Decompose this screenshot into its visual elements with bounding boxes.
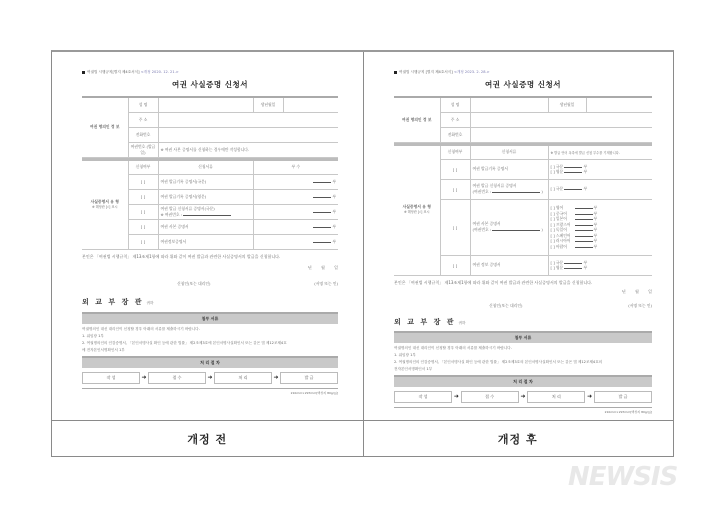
option-german[interactable]: [ ] 독일어 — [550, 227, 567, 232]
option-korean[interactable]: [ ] 국문 — [550, 163, 564, 169]
arrow-right-icon: ➜ — [207, 374, 213, 382]
passport-no-note: ※ 여권 사본 증명서를 신청하는 경우에만 작성합니다. — [158, 142, 338, 157]
comparison-table — [51, 50, 674, 457]
step-write: 작 성 — [394, 391, 452, 403]
table-row: [ ] 여권정보증명서 부 — [82, 234, 338, 249]
address-field[interactable] — [470, 112, 652, 127]
date-line: 년 월 일 — [307, 264, 338, 270]
copies-input[interactable] — [313, 242, 331, 243]
checkbox[interactable]: [ ] — [440, 199, 470, 255]
step-write: 작 성 — [82, 372, 140, 384]
attachments-list: 여권명의인 대신 대리인이 신청할 경우 아래의 서류를 제출하시기 바랍니다. 1. 위임장 1부 2. 여권명의인의 인감증명서, 「본인서명사실 확인 등에 관한 법률」 제2조제3호에 본인서명사실확인서 또는 같은 법 제12조제4호 에 전자본인서명확인서 1부 — [82, 326, 287, 352]
declaration: 본인은 「여권법 시행규칙」 제13조제1항에 따라 위와 같이 여권 발급과 관련한 사실증명서의 발급을 신청합니다. — [82, 253, 281, 259]
arrow-right-icon: ➜ — [587, 393, 593, 401]
checkbox[interactable]: [ ] — [128, 174, 158, 189]
process-header: 처 리 절 차 — [394, 375, 652, 387]
option-english[interactable]: [ ] 영문 — [550, 169, 564, 174]
addressee: 외 교 부 장 관 귀하 — [82, 297, 154, 306]
holder-info-table — [82, 96, 338, 158]
step-receive: 접 수 — [461, 391, 519, 403]
step-issue: 발 급 — [280, 372, 338, 384]
copies-input[interactable] — [313, 197, 331, 198]
passport-no-label: 여권번호 (발급일) — [128, 142, 158, 157]
address-field[interactable] — [158, 112, 338, 127]
table-row: [ ] 여권 사본 증명서 (여권번호 : ) [ ] 영어 부 [ ] 중국어 부 [ ] 일본어 부 [ ] 프랑스어 부 [ ] 독일어 부 [ ] 스페인어 부 [ ] 러시아어 부 [ ] 아랍어 부 — [394, 199, 652, 255]
date-line: 년 월 일 — [621, 288, 652, 294]
name-field[interactable] — [470, 97, 548, 112]
birth-field[interactable] — [586, 97, 652, 112]
checkbox[interactable]: [ ] — [128, 234, 158, 249]
paper-spec: 210mm×297mm[백상지 80g/㎡] — [290, 390, 338, 395]
copies-input[interactable] — [313, 182, 331, 183]
newsis-watermark: NEWSIS — [568, 462, 678, 492]
arrow-right-icon: ➜ — [273, 374, 279, 382]
table-row: [ ] 여권 정보 증명서 [ ] 국문 부 [ ] 영문 부 — [394, 255, 652, 275]
table-row: [ ] 여권 발급기록 증명서 [ ] 국문 부 [ ] 영문 부 — [394, 159, 652, 179]
name-label: 성 명 — [440, 97, 470, 112]
square-bullet-icon — [394, 71, 397, 74]
column-divider — [363, 52, 364, 456]
arrow-right-icon: ➜ — [520, 393, 526, 401]
step-receive: 접 수 — [148, 372, 206, 384]
name-field[interactable] — [158, 97, 253, 112]
option-chinese[interactable]: [ ] 중국어 — [550, 210, 567, 216]
step-process: 처 리 — [214, 372, 272, 384]
signature-line: 신청인(또는 대리인) (서명 또는 인) — [489, 302, 652, 308]
holder-section-label: 여권 명의인 정 보 — [82, 97, 128, 157]
caption-after: 개정 후 — [497, 433, 538, 446]
process-flow — [394, 387, 652, 408]
revision-date: <개정 2020. 12. 21.> — [140, 70, 179, 74]
signature-line: 신청인(또는 대리인) (서명 또는 인) — [177, 280, 338, 286]
checkbox[interactable]: [ ] — [440, 255, 470, 275]
form-title: 여권 사실증명 신청서 — [485, 80, 561, 89]
process-header: 처 리 절 차 — [82, 356, 338, 368]
passport-no-input[interactable] — [492, 192, 540, 193]
option-korean[interactable]: [ ] 국문 — [550, 186, 564, 192]
caption-row — [52, 421, 673, 457]
type-section-label: 사실증명서 유 형 ※ 해당란 [√] 표시 — [82, 159, 128, 249]
option-french[interactable]: [ ] 프랑스어 — [550, 221, 571, 227]
header-document: 신청서류 — [470, 144, 548, 159]
option-arabic[interactable]: [ ] 아랍어 — [550, 243, 567, 249]
addressee: 외 교 부 장 관 귀하 — [394, 317, 466, 326]
phone-field[interactable] — [158, 127, 338, 142]
birth-field[interactable] — [283, 97, 338, 112]
option-english[interactable]: [ ] 영어 — [550, 205, 564, 210]
address-label: 주 소 — [128, 112, 158, 127]
arrow-right-icon: ➜ — [141, 374, 147, 382]
option-japanese[interactable]: [ ] 일본어 — [550, 216, 567, 221]
caption-before: 개정 전 — [187, 433, 228, 446]
checkbox[interactable]: [ ] — [440, 179, 470, 199]
form-before — [82, 70, 338, 395]
attachments-header: 첨부 서류 — [394, 331, 652, 343]
attachments-header: 첨부 서류 — [82, 312, 338, 324]
arrow-right-icon: ➜ — [453, 393, 459, 401]
table-row: [ ] 여권 발급 신청서류 증명서 (여권번호 : ) [ ] 국문 부 — [394, 179, 652, 199]
paper-spec: 210mm×297mm[백상지 80g/㎡] — [604, 409, 652, 414]
attachments-list: 여권명의인 대신 대리인이 신청할 경우 아래의 서류를 제출하시기 바랍니다. 1. 위임장 1부 2. 여권명의인의 인감증명서, 「본인서명사실 확인 등에 관한 법률」 제2조제3호의 본인서명사실확인서 또는 같은 법 제12조제4호의 전자본인서명확인서 1부 — [394, 345, 603, 371]
form-after — [394, 70, 652, 414]
declaration: 본인은 「여권법 시행규칙」 제13조제1항에 따라 위와 같이 여권 발급과 관련한 사실증명서의 발급을 신청합니다. — [394, 279, 593, 285]
option-english[interactable]: [ ] 영문 — [550, 265, 564, 270]
cert-type-table — [82, 158, 338, 250]
step-process: 처 리 — [527, 391, 585, 403]
passport-no-input[interactable] — [183, 215, 231, 216]
type-section-label: 사실증명서 유 형 ※ 해당란 [√] 표시 — [394, 144, 440, 275]
process-flow — [82, 368, 338, 389]
header-copies: 부 수 — [253, 159, 338, 174]
header-apply: 신청여부 — [440, 144, 470, 159]
checkbox[interactable]: [ ] — [128, 189, 158, 204]
table-row: [ ] 여권 발급기록 증명서(영문) 부 — [82, 189, 338, 204]
table-row: [ ] 여권 사본 증명서 부 — [82, 219, 338, 234]
header-note: ※ 발급 언어 옥록에 발급 신청 부수를 기재합니다. — [548, 144, 652, 159]
option-spanish[interactable]: [ ] 스페인어 — [550, 232, 571, 238]
address-label: 주 소 — [440, 112, 470, 127]
name-label: 성 명 — [128, 97, 158, 112]
form-title: 여권 사실증명 신청서 — [172, 80, 248, 89]
option-russian[interactable]: [ ] 러시아어 — [550, 238, 571, 243]
birth-label: 생년월일 — [253, 97, 283, 112]
option-korean[interactable]: [ ] 국문 — [550, 259, 564, 265]
holder-info-table — [394, 96, 652, 143]
table-row: [ ] 여권 발급기록 증명서(국문) 부 — [82, 174, 338, 189]
checkbox[interactable]: [ ] — [128, 219, 158, 234]
phone-field[interactable] — [470, 127, 652, 142]
checkbox[interactable]: [ ] — [128, 204, 158, 219]
step-issue: 발 급 — [594, 391, 652, 403]
square-bullet-icon — [82, 71, 85, 74]
law-reference: 여권법 시행규칙 [별지 제4호서식] <개정 2023. 2. 28.> — [394, 70, 652, 75]
revision-date: <개정 2023. 2. 28.> — [453, 70, 490, 74]
phone-label: 전화번호 — [128, 127, 158, 142]
law-reference: 여권법 시행규칙[별지 제4호서식] <개정 2020. 12. 21.> — [82, 70, 338, 75]
birth-label: 생년월일 — [548, 97, 586, 112]
header-apply: 신청여부 — [128, 159, 158, 174]
passport-no-input[interactable] — [492, 230, 540, 231]
phone-label: 전화번호 — [440, 127, 470, 142]
table-row: [ ] 여권 발급 신청서류 증명서(국문) ※ 여권번호 : 부 — [82, 204, 338, 219]
header-document: 신청서류 — [158, 159, 253, 174]
cert-type-table — [394, 143, 652, 276]
holder-section-label: 여권 명의인 정 보 — [394, 97, 440, 142]
checkbox[interactable]: [ ] — [440, 159, 470, 179]
copies-input[interactable] — [313, 212, 331, 213]
copies-input[interactable] — [313, 227, 331, 228]
